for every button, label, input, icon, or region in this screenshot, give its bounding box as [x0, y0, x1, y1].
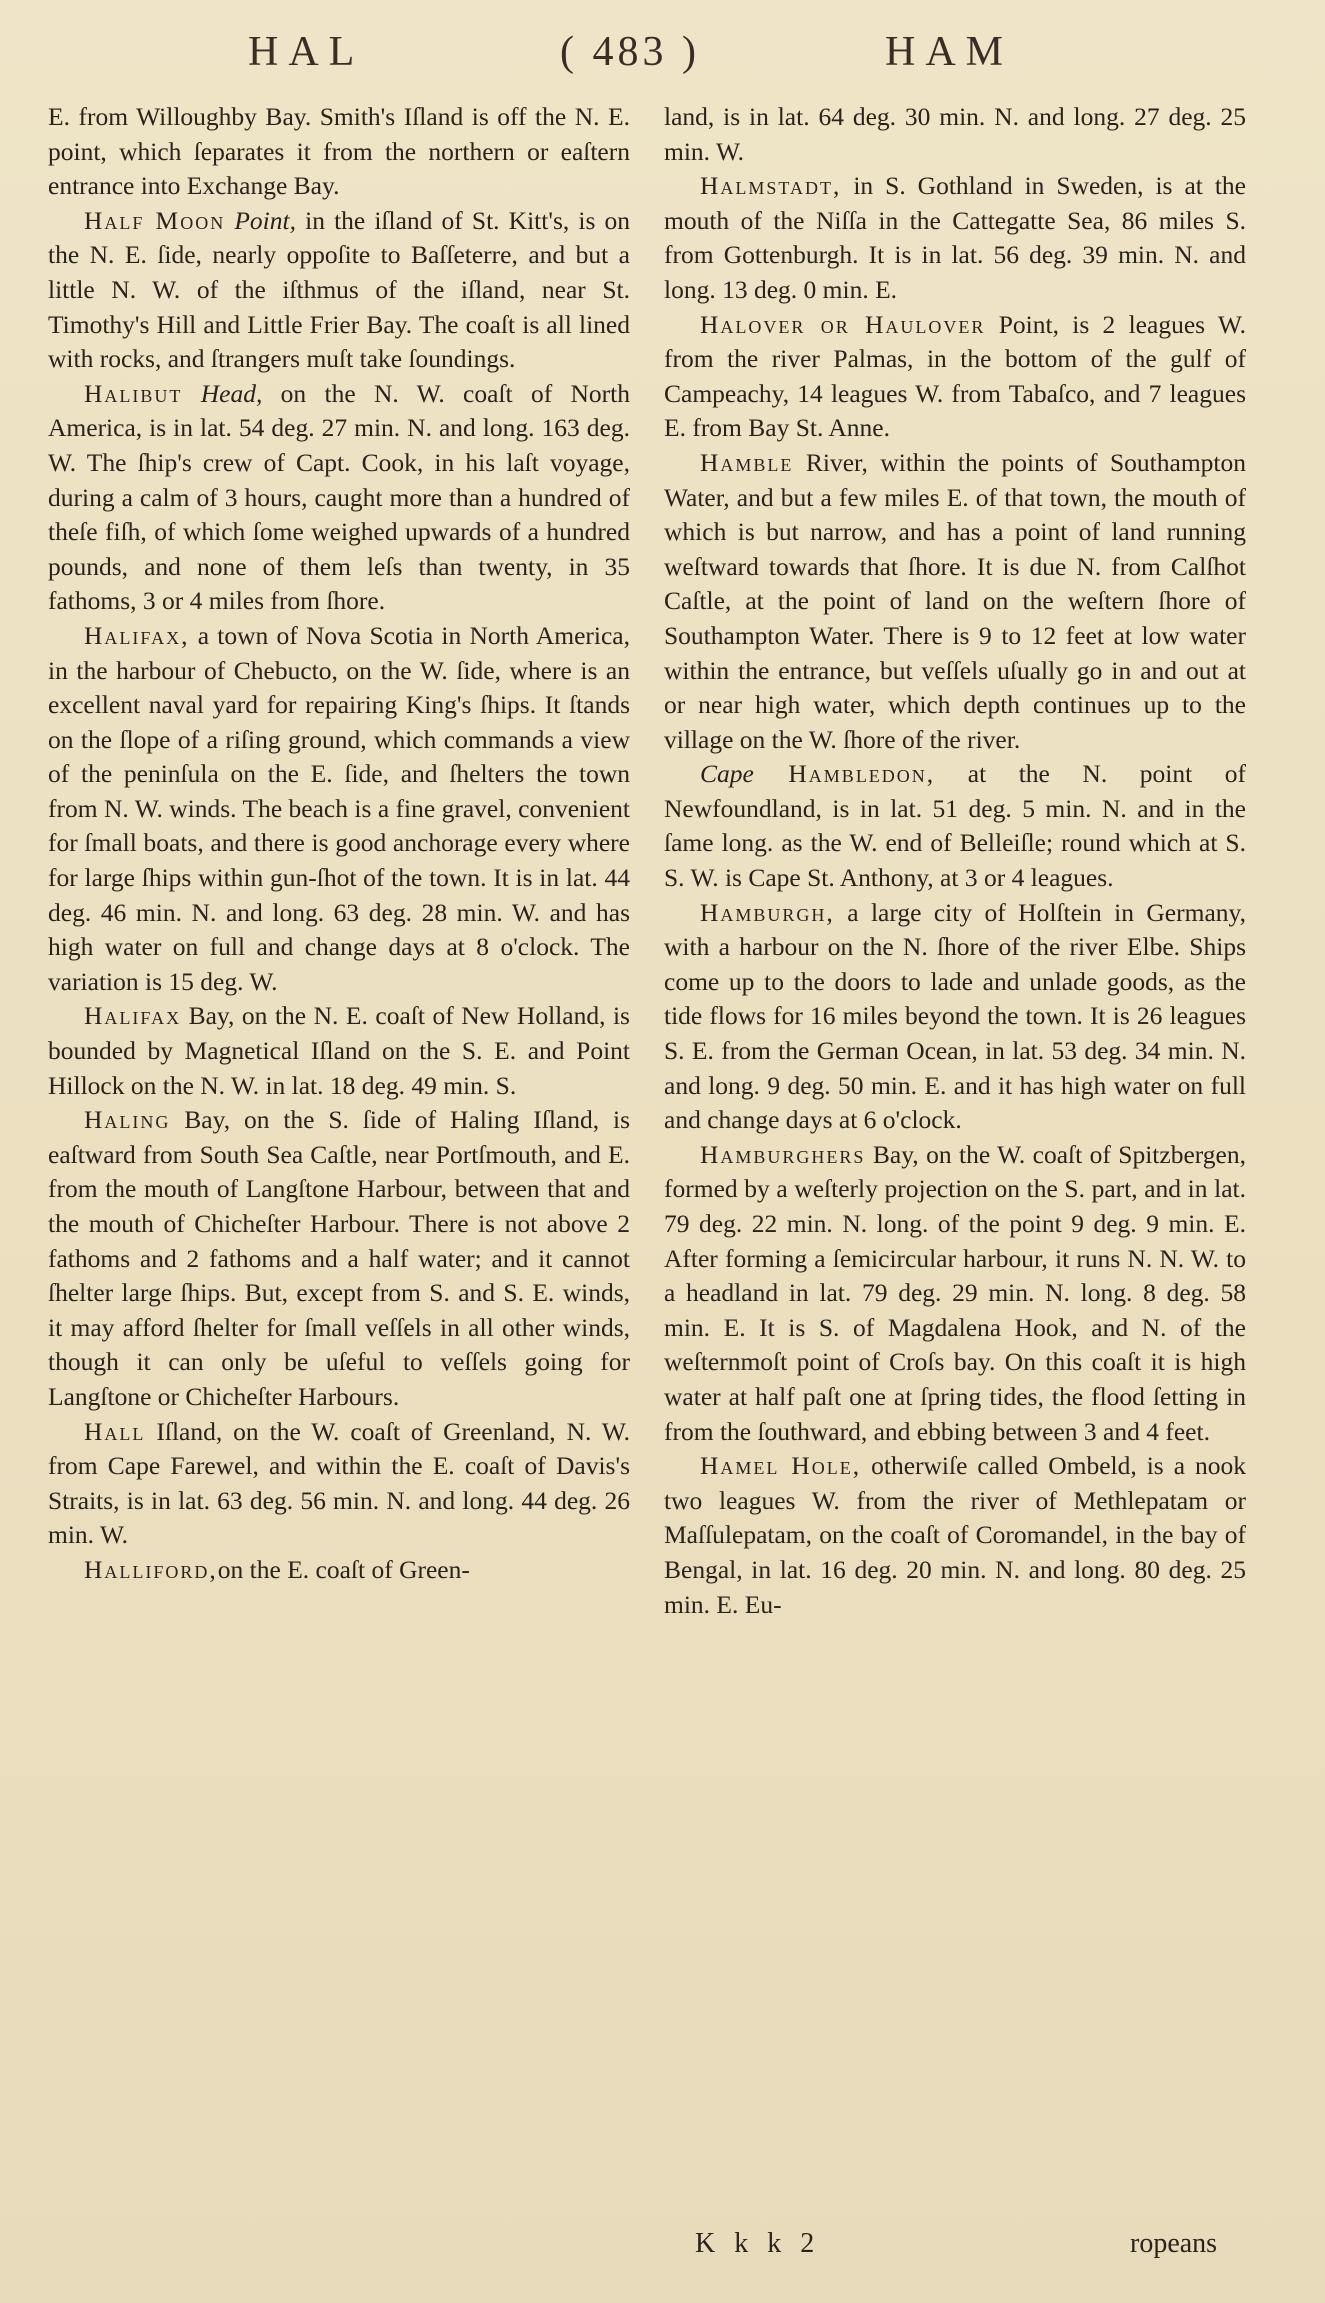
entry-headword: Hamble: [700, 447, 794, 477]
entry-headword: Hamburgh,: [700, 897, 835, 927]
entry-headword-qualifier: Head,: [200, 378, 263, 408]
entry-halibut: [48, 377, 630, 619]
entry-headword: Halmstadt,: [700, 171, 842, 201]
signature-mark: K k k 2: [695, 2228, 821, 2259]
entry-headword-qualifier: Point,: [234, 205, 296, 235]
entry-text: otherwiſe called Ombeld, is a nook two leagues W. from the river of Methlepatam or Maſſulepatam, on the coaſt of Coromandel, in the bay of Bengal, in lat. 16 deg. 20 min. N. and long. 80 deg. 25 min. E. Eu-: [664, 1451, 1246, 1619]
running-head-right: HAM: [885, 29, 1014, 75]
entry-headword: Hambledon,: [753, 759, 936, 789]
entry-text: Bay, on the N. E. coaſt of New Holland, is bounded by Magnetical Iſland on the S. E. and Point Hillock on the N. W. in lat. 18 deg. 49 min. S.: [48, 1001, 630, 1100]
entry-hamburghers: [664, 1138, 1246, 1449]
entry-text: Bay, on the W. coaſt of Spitzbergen, formed by a weſterly projection on the S. part, and in lat. 79 deg. 22 min. N. long. of the point 9 deg. 9 min. E. After forming a ſemicircular harbour, it runs N. N. W. to a headland in lat. 79 deg. 29 min. N. long. 8 deg. 58 min. E. It is S. of Magdalena Hook, and N. of the weſternmoſt point of Croſs bay. On this coaſt it is high water at half paſt one at ſpring tides, the flood ſetting in from the ſouthward, and ebbing between 3 and 4 feet.: [664, 1139, 1246, 1446]
entry-text: in S. Gothland in Sweden, is at the mouth of the Niſſa in the Cattegatte Sea, 86 miles S. from Gottenburgh. It is in lat. 56 deg. 39 min. N. and long. 13 deg. 0 min. E.: [664, 171, 1246, 304]
entry-headword: Halover or Haulover: [700, 309, 986, 339]
entry-headword: Halibut: [84, 378, 183, 408]
running-head-left: HAL: [248, 29, 365, 75]
entry-text: at the N. point of Newfoundland, is in lat. 51 deg. 5 min. N. and in the ſame long. as the W. end of Belleiſle; round which at S. S. W. is Cape St. Anthony, at 3 or 4 leagues.: [664, 759, 1246, 893]
entry-continued: land, is in lat. 64 deg. 30 min. N. and long. 27 deg. 25 min. W.: [664, 102, 1246, 166]
entry-text: Point, is 2 leagues W. from the river Palmas, in the bottom of the gulf of Campeachy, 14 leagues W. from Tabaſco, and 7 leagues E. from Bay St. Anne.: [664, 309, 1246, 443]
entry-halover: [664, 308, 1246, 446]
entry-hall: [48, 1415, 630, 1553]
entry-halifax-bay: [48, 999, 630, 1103]
entry-text: River, within the points of Southampton Water, and but a few miles E. of that town, the mouth of which is but narrow, and has a point of land running weſtward towards that ſhore. It is due N. from Calſhot Caſtle, at the point of land on the weſtern ſhore of Southampton Water. There is 9 to 12 feet at low water within the entrance, but veſſels uſually go in and out at or near high water, which depth continues up to the village on the W. ſhore of the river.: [664, 447, 1246, 754]
entry-headword: Hamel Hole,: [700, 1451, 862, 1481]
entry-headword: Haling: [84, 1105, 171, 1135]
entry-headword: Halifax: [84, 1001, 182, 1031]
right-column: [664, 100, 1246, 2200]
page-footer: [0, 2228, 1325, 2278]
entry-hambledon: [664, 757, 1246, 895]
catchword: ropeans: [1130, 2228, 1218, 2259]
entry-headword: Halliford,: [84, 1554, 218, 1584]
running-head: [0, 28, 1325, 88]
entry-text: Iſland, on the W. coaſt of Greenland, N. W. from Cape Farewel, and within the E. coaſt of Davis's Straits, is in lat. 63 deg. 56 min. N. and long. 44 deg. 26 min. W.: [48, 1416, 630, 1550]
entry-hamble: [664, 446, 1246, 757]
entry-headword: Hamburghers: [700, 1139, 866, 1169]
left-column: [48, 100, 630, 2200]
entry-hamel-hole: [664, 1449, 1246, 1622]
entry-continued: E. from Willoughby Bay. Smith's Iſland is off the N. E. point, which ſeparates it from the northern or eaſtern entrance into Exchange Bay.: [48, 102, 630, 201]
entry-text: a town of Nova Scotia in North America, in the harbour of Chebucto, on the W. ſide, where is an excellent naval yard for repairing King's ſhips. It ſtands on the ſlope of a riſing ground, which commands a view of the peninſula on the E. ſide, and ſhelters the town from N. W. winds. The beach is a fine gravel, convenient for ſmall boats, and there is good anchorage every where for large ſhips within gun-ſhot of the town. It is in lat. 44 deg. 46 min. N. and long. 63 deg. 28 min. W. and has high water on full and change days at 8 o'clock. The variation is 15 deg. W.: [48, 620, 630, 996]
entry-text: in the iſland of St. Kitt's, is on the N. E. ſide, nearly oppoſite to Baſſeterre, and but a little N. W. of the iſthmus of the iſland, near St. Timothy's Hill and Little Frier Bay. The coaſt is all lined with rocks, and ſtrangers muſt take ſoundings.: [48, 205, 630, 374]
entry-haling: [48, 1103, 630, 1414]
entry-hamburgh: [664, 896, 1246, 1138]
page-number: ( 483 ): [560, 29, 700, 75]
entry-headword: Halifax,: [84, 620, 190, 650]
entry-text: a large city of Holſtein in Germany, with a harbour on the N. ſhore of the river Elbe. Ships come up to the doors to lade and unlade goods, as the tide flows for 16 miles beyond the town. It is 26 leagues S. E. from the German Ocean, in lat. 53 deg. 34 min. N. and long. 9 deg. 50 min. E. and it has high water on full and change days at 6 o'clock.: [664, 897, 1246, 1135]
entry-half-moon: [48, 204, 630, 377]
entry-text: on the E. coaſt of Green-: [217, 1554, 470, 1584]
entry-text: Bay, on the S. ſide of Haling Iſland, is eaſtward from South Sea Caſtle, near Portſmouth, and E. from the mouth of Langſtone Harbour, between that and the mouth of Chicheſter Harbour. There is not above 2 fathoms and 2 fathoms and a half water; and it cannot ſhelter large ſhips. But, except from S. and S. E. winds, it may afford ſhelter for ſmall veſſels in all other winds, though it can only be uſeful to veſſels going for Langſtone or Chicheſter Harbours.: [48, 1105, 630, 1411]
entry-halliford: [48, 1553, 630, 1588]
entry-headword-prefix: Cape: [700, 759, 754, 789]
entry-headword: Half Moon: [84, 205, 226, 235]
entry-halmstadt: [664, 169, 1246, 307]
entry-headword: Hall: [84, 1416, 146, 1446]
entry-halifax: [48, 619, 630, 1000]
entry-text: on the N. W. coaſt of North America, is in lat. 54 deg. 27 min. N. and long. 163 deg. W. The ſhip's crew of Capt. Cook, in his laſt voyage, during a calm of 3 hours, caught more than a hundred of theſe fiſh, of which ſome weighed upwards of a hundred pounds, and none of them leſs than twenty, in 35 fathoms, 3 or 4 miles from ſhore.: [48, 378, 630, 616]
